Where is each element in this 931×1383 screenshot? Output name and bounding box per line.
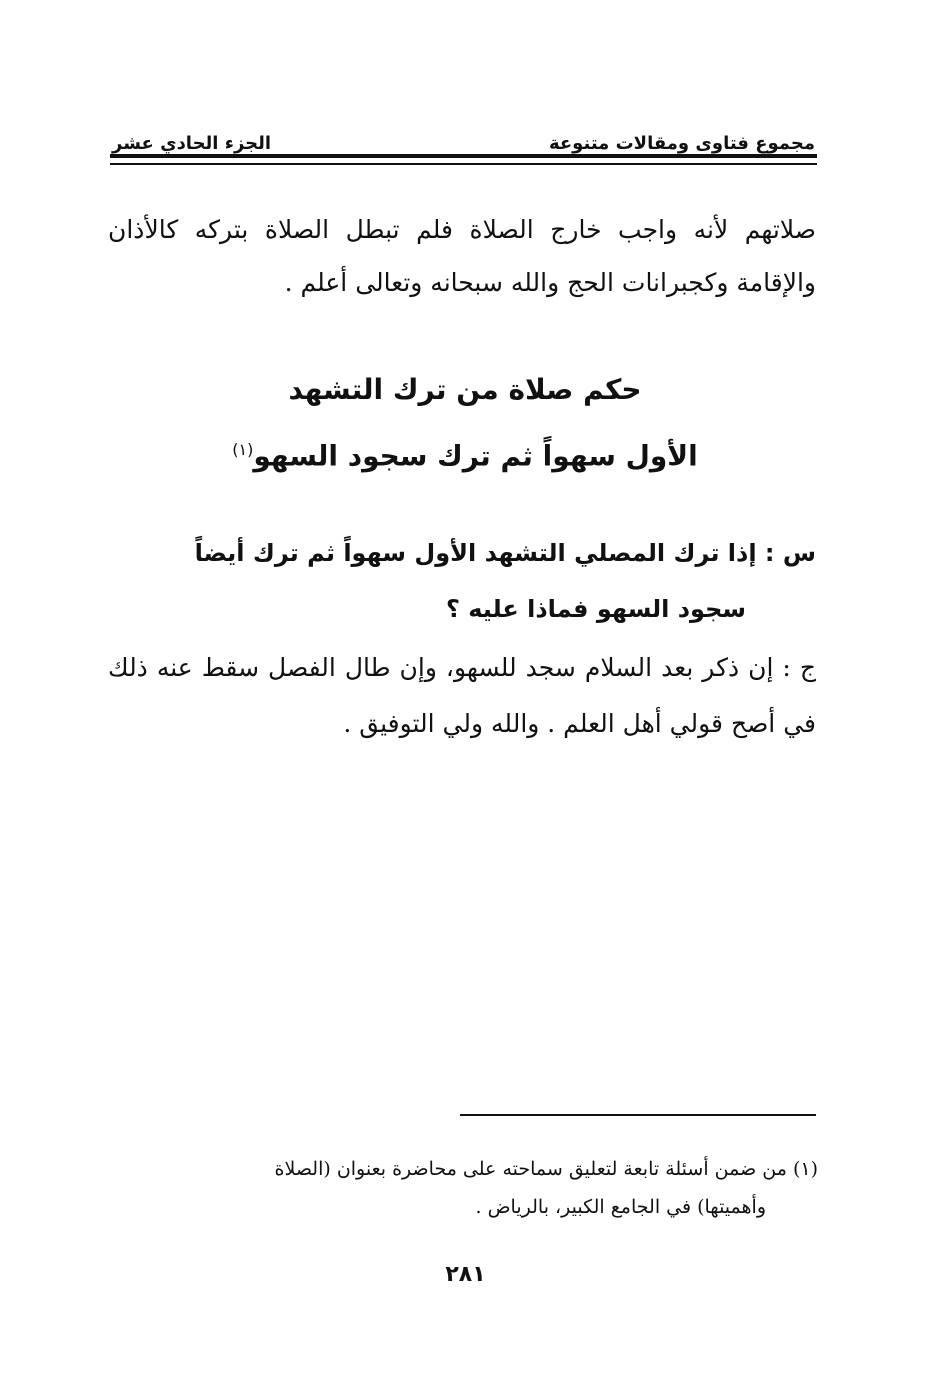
running-header: [112, 120, 815, 154]
heading-line-1: حكم صلاة من ترك التشهد: [288, 373, 642, 406]
header-rule: [110, 156, 817, 165]
answer-paragraph: ج : إن ذكر بعد السلام سجد للسهو، وإن طال الفصل سقط عنه ذلك في أصح قولي أهل العلم . والله ولي التوفيق .: [108, 653, 816, 738]
question-line-2: سجود السهو فماذا عليه ؟: [445, 595, 746, 623]
question-line-1: س : إذا ترك المصلي التشهد الأول سهواً ثم ترك أيضاً: [194, 539, 816, 567]
footnote-reference: (١): [232, 440, 254, 459]
section-heading: [160, 360, 770, 486]
question-block: [108, 525, 816, 637]
intro-paragraph: صلاتهم لأنه واجب خارج الصلاة فلم تبطل الصلاة بتركه كالأذان والإقامة وكجبرانات الحج والله سبحانه وتعالى أعلم .: [108, 215, 816, 297]
footnote: [108, 1150, 818, 1226]
header-volume-title: الجزء الحادي عشر: [112, 133, 272, 154]
header-book-title: مجموع فتاوى ومقالات متنوعة: [548, 133, 815, 154]
heading-line-2: [160, 420, 770, 486]
footnote-line-1: (١) من ضمن أسئلة تابعة لتعليق سماحته على محاضرة بعنوان (الصلاة: [274, 1158, 818, 1180]
heading-line-2-text: الأول سهواً ثم ترك سجود السهو: [253, 439, 698, 473]
footnote-separator: [460, 1114, 816, 1116]
footnote-line-2: وأهميتها) في الجامع الكبير، بالرياض .: [475, 1196, 766, 1218]
page-number: ٢٨١: [445, 1262, 486, 1287]
